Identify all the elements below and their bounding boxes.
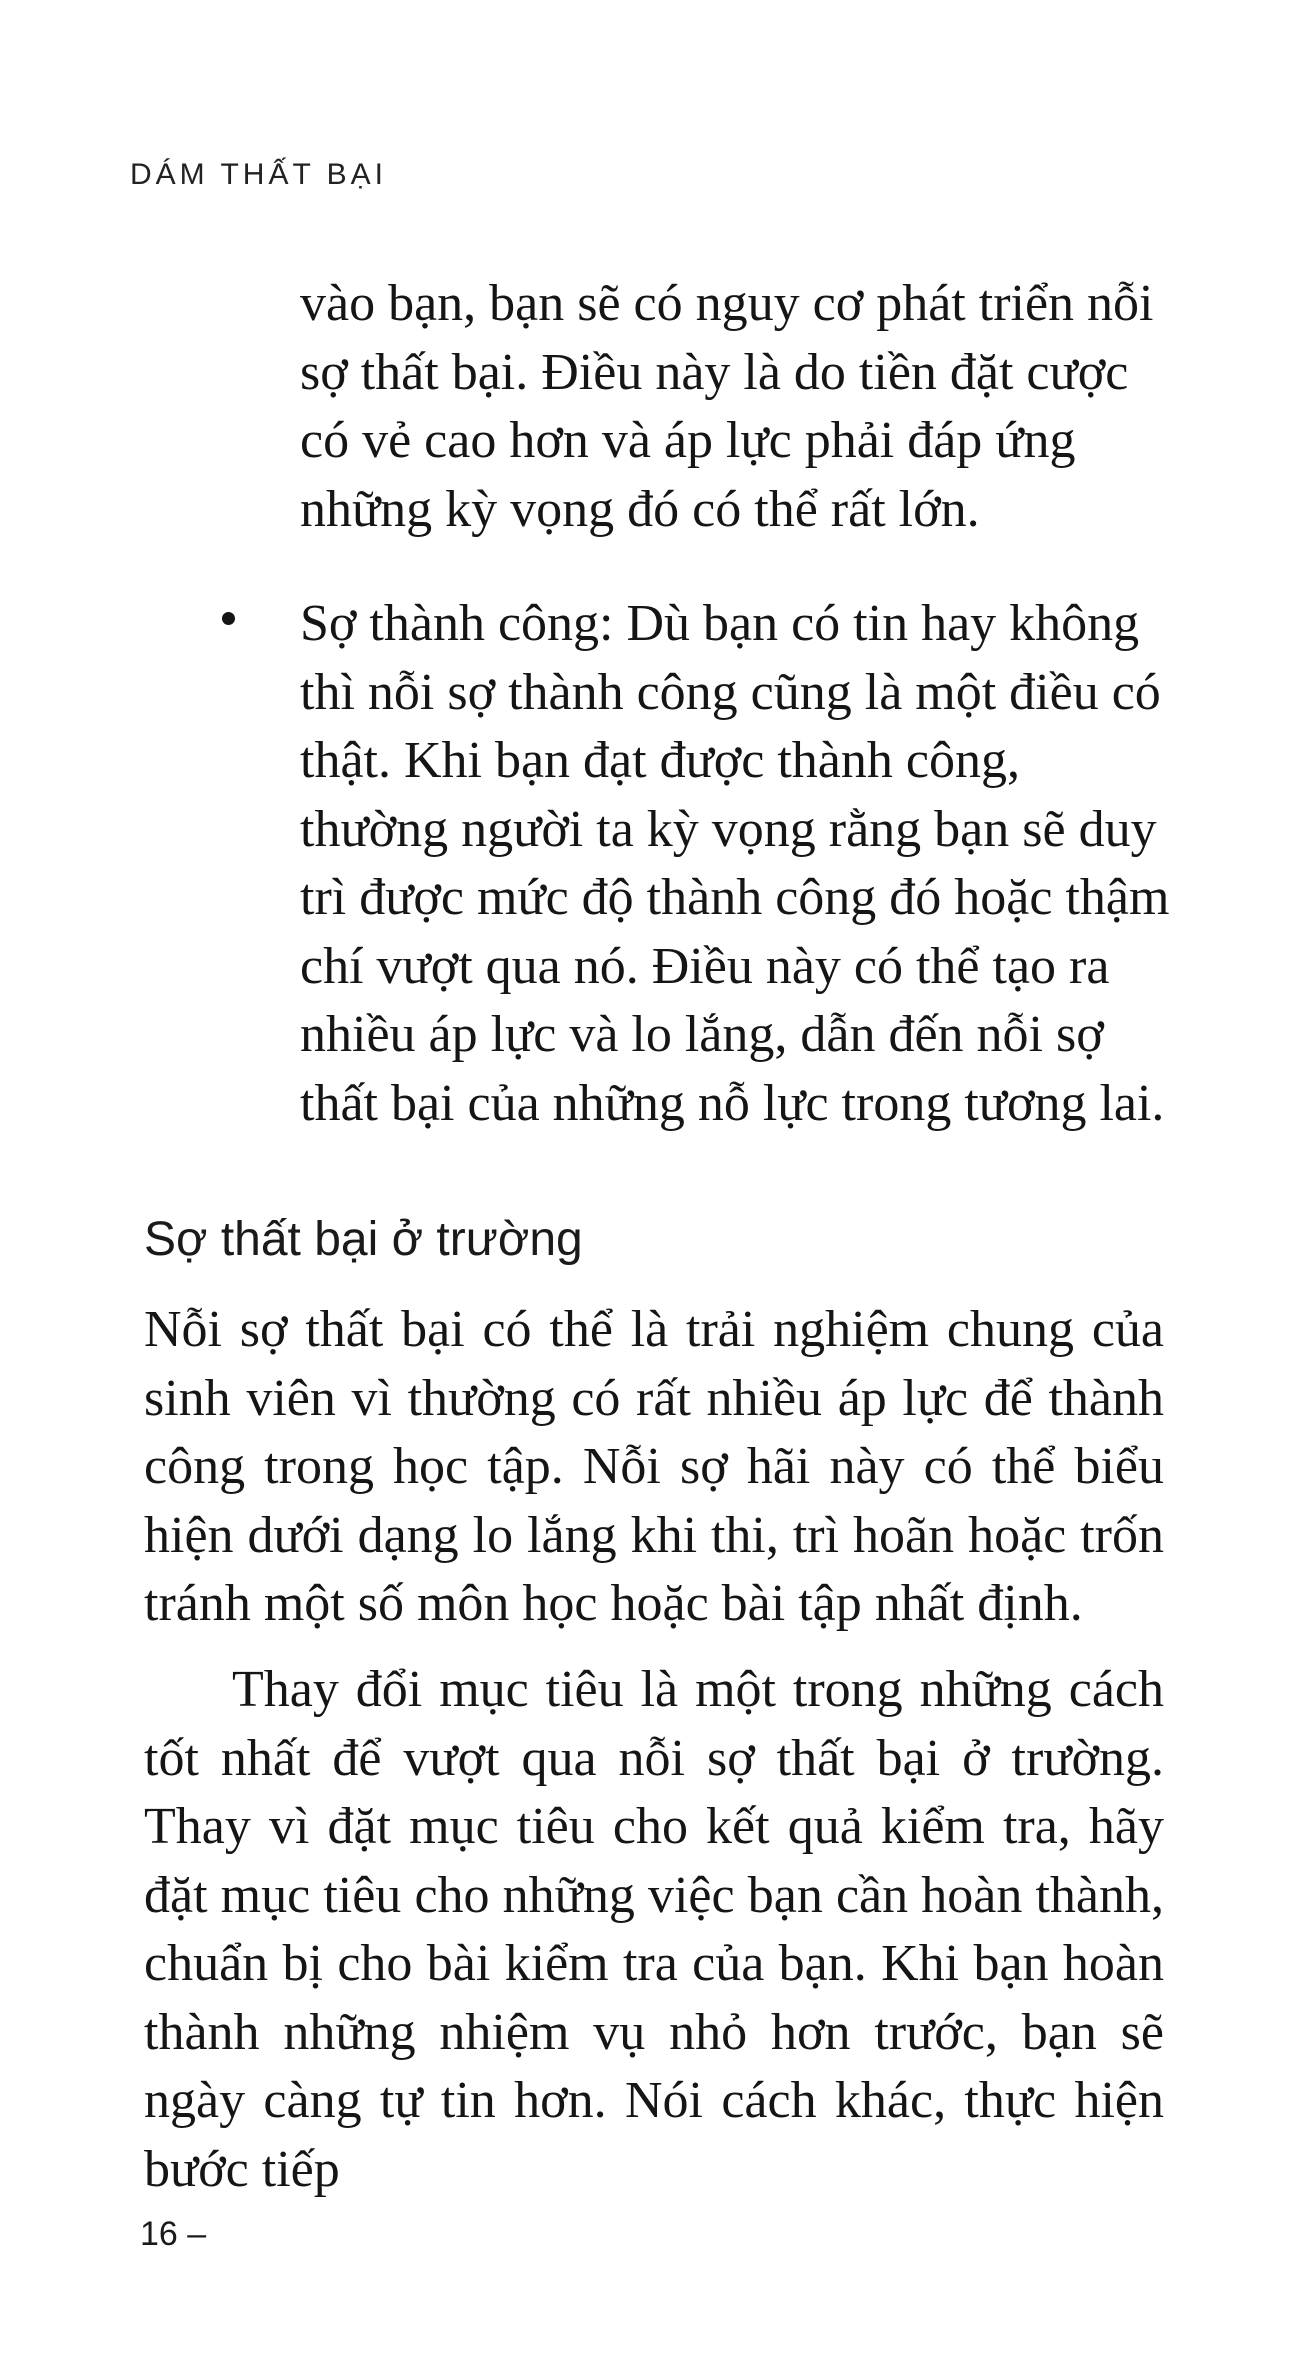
continued-bullet-text: vào bạn, bạn sẽ có nguy cơ phát triển nỗi sợ thất bại. Điều này là do tiền đặt cược có vẻ cao hơn và áp lực phải đáp ứng những kỳ vọng đó có thể rất lớn. <box>300 275 1154 538</box>
bullet-item-fear-of-success: Sợ thành công: Dù bạn có tin hay không thì nỗi sợ thành công cũng là một điều có thật. Khi bạn đạt được thành công, thường người ta kỳ vọng rằng bạn sẽ duy trì được mức độ thành công đó hoặc thậm chí vượt qua nó. Điều này có thể tạo ra nhiều áp lực và lo lắng, dẫn đến nỗi sợ thất bại của những nỗ lực trong tương lai. <box>300 595 1170 1132</box>
body-paragraph-2: Thay đổi mục tiêu là một trong những cách tốt nhất để vượt qua nỗi sợ thất bại ở trường. Thay vì đặt mục tiêu cho kết quả kiểm tra, hãy đặt mục tiêu cho những việc bạn cần hoàn thành, chuẩn bị cho bài kiểm tra của bạn. Khi bạn hoàn thành những nhiệm vụ nhỏ hơn trước, bạn sẽ ngày càng tự tin hơn. Nói cách khác, thực hiện bước tiếp <box>144 1661 1164 2198</box>
body-paragraph-1: Nỗi sợ thất bại có thể là trải nghiệm chung của sinh viên vì thường có rất nhiều áp lực để thành công trong học tập. Nỗi sợ hãi này có thể biểu hiện dưới dạng lo lắng khi thi, trì hoãn hoặc trốn tránh một số môn học hoặc bài tập nhất định. <box>144 1301 1164 1632</box>
section-heading: Sợ thất bại ở trường <box>144 1213 583 1266</box>
page-number: 16 – <box>140 2215 207 2253</box>
bullet-dot-icon <box>222 612 235 625</box>
running-header-title: DÁM THẤT BẠI <box>130 158 387 191</box>
